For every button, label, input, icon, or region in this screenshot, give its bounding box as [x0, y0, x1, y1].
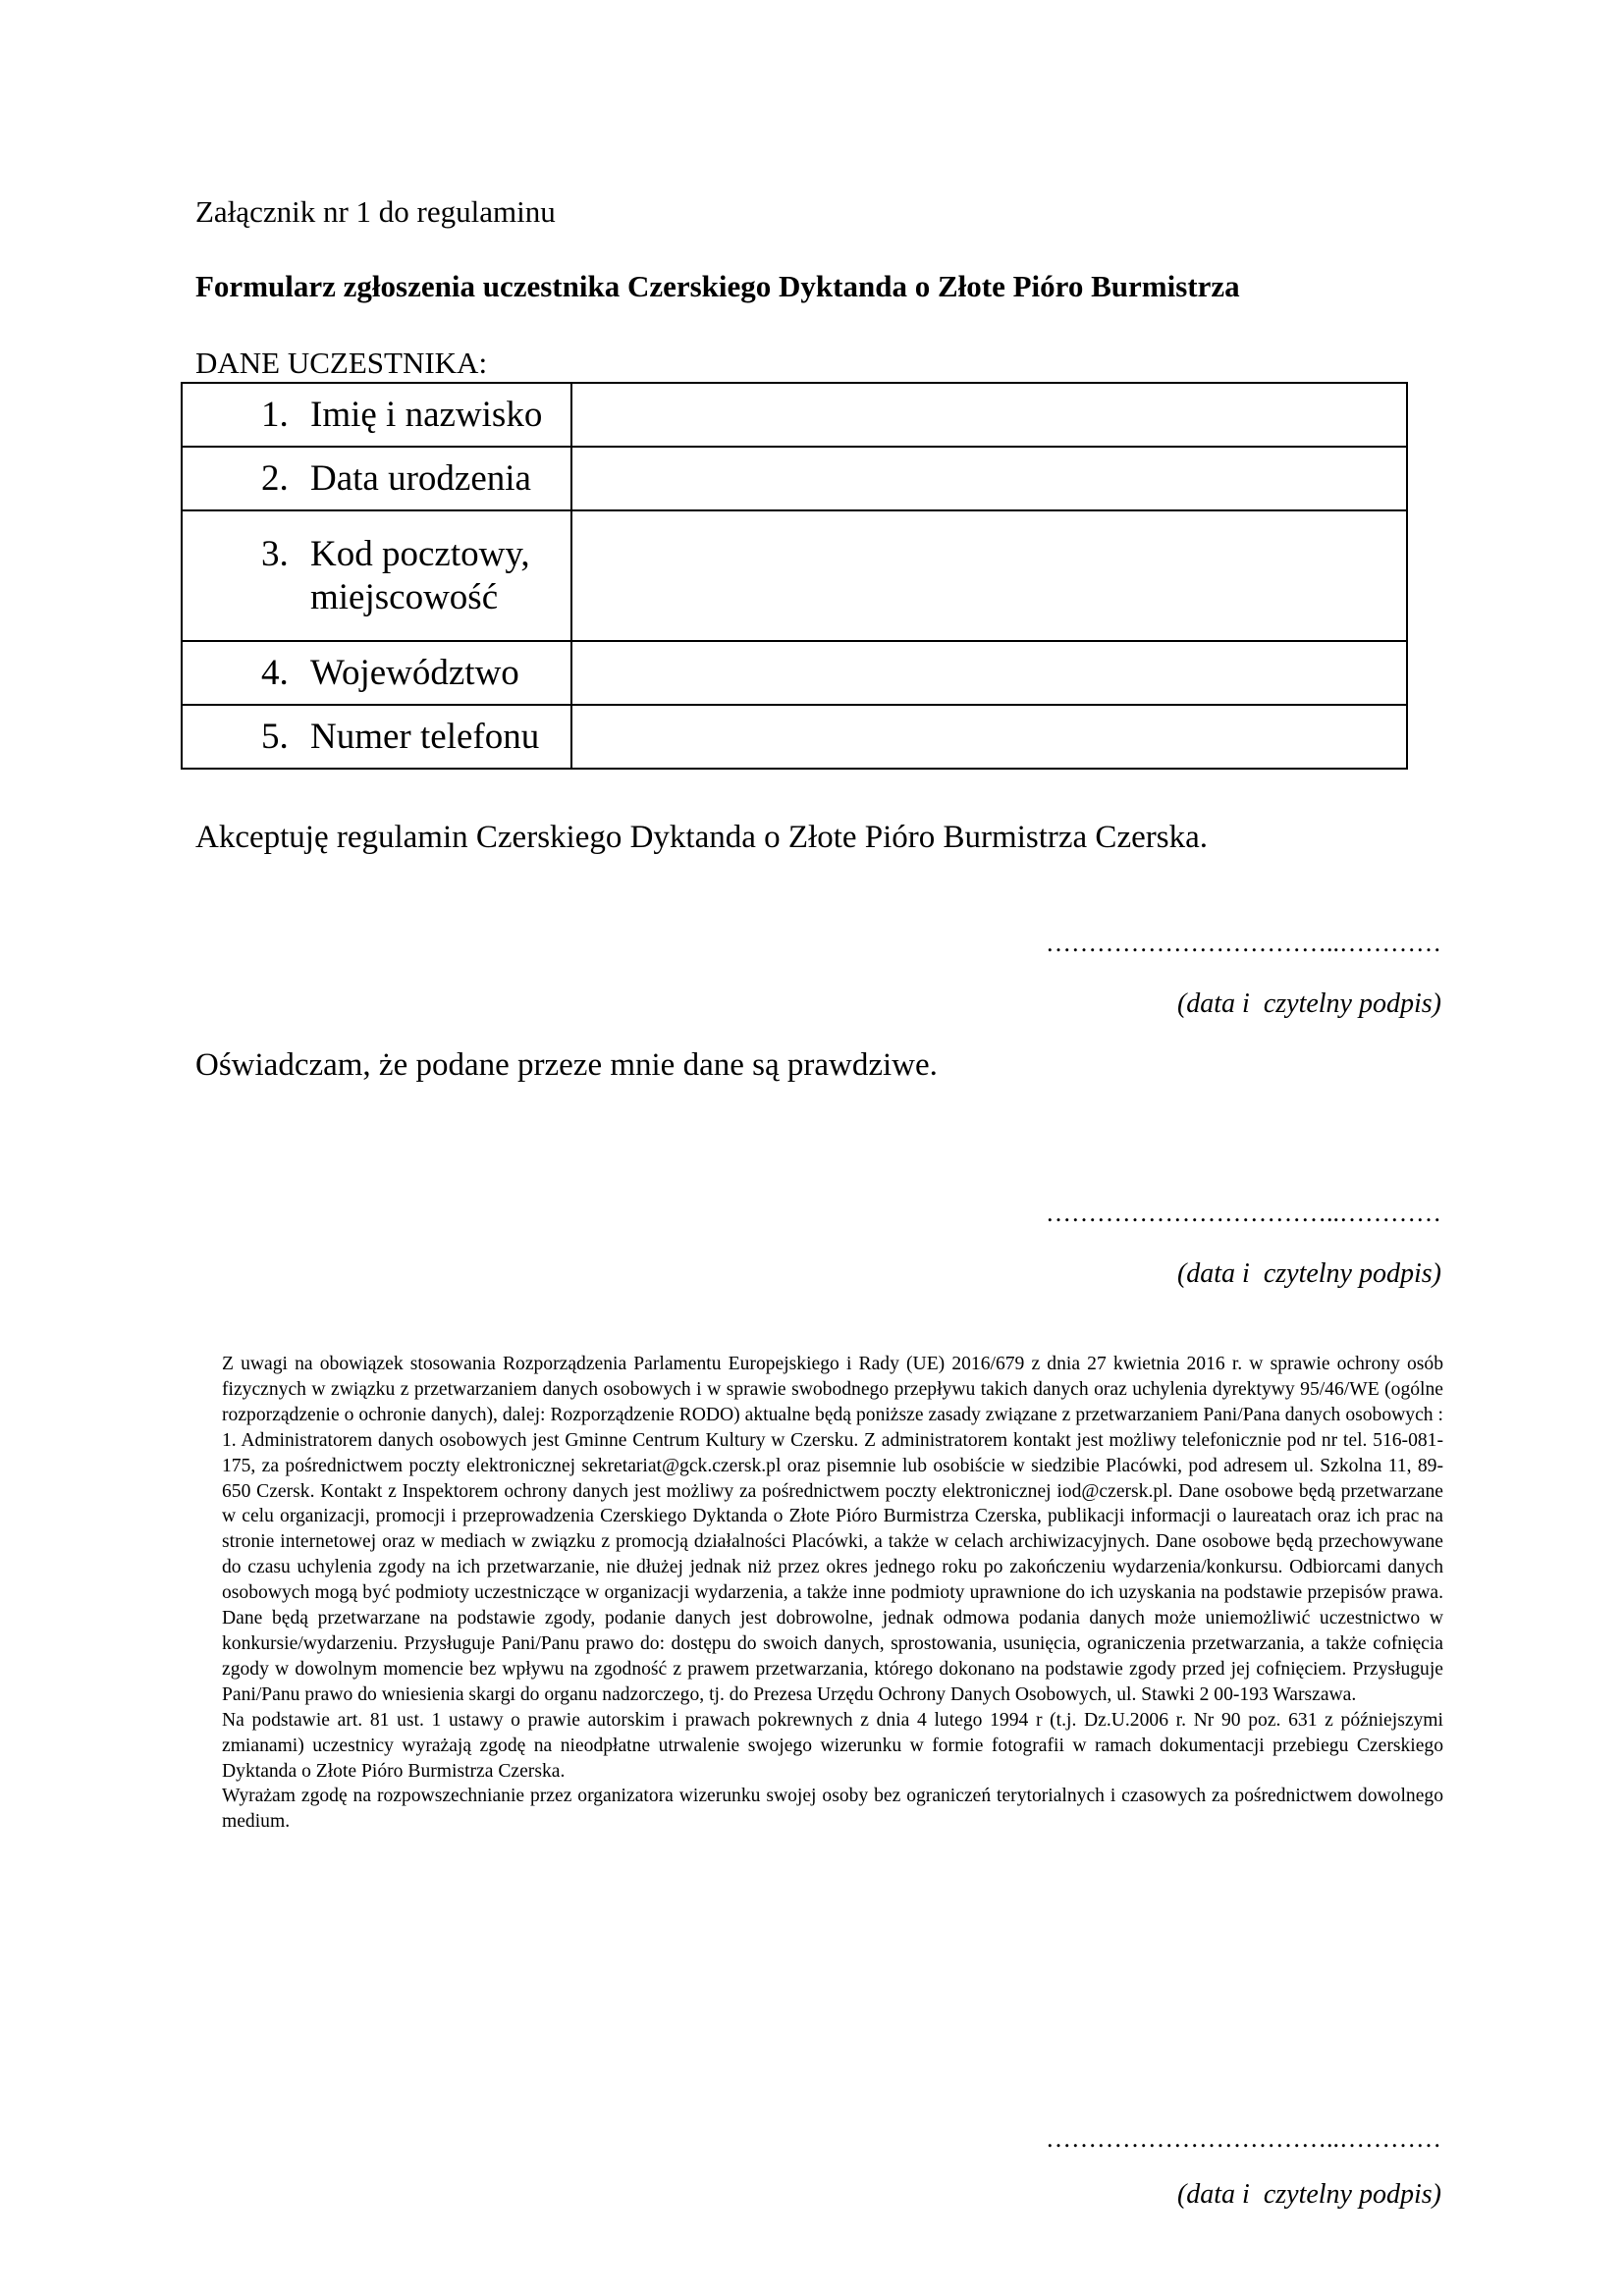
signature-line[interactable]: ……………………………..………… — [1046, 1199, 1441, 1227]
table-row — [182, 447, 1407, 510]
form-title: Formularz zgłoszenia uczestnika Czerskiego Dyktanda o Złote Pióro Burmistrza — [195, 269, 1240, 303]
label-cell — [182, 447, 571, 510]
value-cell[interactable] — [571, 705, 1407, 769]
signature-caption: (data i czytelny podpis) — [1176, 988, 1441, 1019]
participant-data-table — [181, 382, 1408, 770]
row-label: Imię i nazwisko — [310, 394, 543, 435]
label-cell — [182, 705, 571, 769]
phone-number-field[interactable] — [572, 722, 1406, 756]
data-true-statement: Oświadczam, że podane przeze mnie dane są prawdziwe. — [195, 1047, 938, 1083]
row-number: 1. — [261, 394, 289, 435]
gdpr-paragraph: Z uwagi na obowiązek stosowania Rozporządzenia Parlamentu Europejskiego i Rady (UE) 2016/679 z dnia 27 kwietnia 2016 r. w sprawie ochrony osób fizycznych w związku z przetwarzaniem danych osobowych i w sprawie swobodnego przepływu takich danych oraz uchylenia dyrektywy 95/46/WE (ogólne rozporządzenie o ochronie danych), dalej: Rozporządzenie RODO) aktualne będą poniższe zasady związane z przetwarzaniem Pani/Pana danych osobowych : 1. Administratorem danych osobowych jest Gminne Centrum Kultury w Czersku. Z administratorem kontakt jest możliwy telefonicznie pod nr tel. 516-081-175, za pośrednictwem poczty elektronicznej sekretariat@gck.czersk.pl oraz pisemnie lub osobiście w siedzibie Placówki, pod adresem ul. Szkolna 11, 89-650 Czersk. Kontakt z Inspektorem ochrony danych jest możliwy za pośrednictwem poczty elektronicznej iod@czersk.pl. Dane osobowe będą przetwarzane w celu organizacji, promocji i przeprowadzenia Czerskiego Dyktanda o Złote Pióro Burmistrza Czerska, publikacji informacji o laureatach oraz ich prac na stronie internetowej oraz w mediach w związku z promocją działalności Placówki, a także w celach archiwizacyjnych. Dane osobowe będą przechowywane do czasu uchylenia zgody na ich przetwarzanie, nie dłużej jednak niż przez okres jednego roku po zakończeniu wydarzenia/konkursu. Odbiorcami danych osobowych mogą być podmioty uczestniczące w organizacji wydarzenia, a także inne podmioty uprawnione do ich uzyskania na podstawie przepisów prawa. Dane będą przetwarzane na podstawie zgody, podanie danych jest dobrowolne, jednak odmowa podania danych może uniemożliwić uczestnictwo w konkursie/wydarzeniu. Przysługuje Pani/Panu prawo do: dostępu do swoich danych, sprostowania, usunięcia, ograniczenia przetwarzania, a także cofnięcia zgody w dowolnym momencie bez wpływu na zgodność z prawem przetwarzania, którego dokonano na podstawie zgody przed jej cofnięciem. Przysługuje Pani/Panu prawo do wniesienia skargi do organu nadzorczego, tj. do Prezesa Urzędu Ochrony Danych Osobowych, ul. Stawki 2 00-193 Warszawa. — [222, 1354, 1443, 1705]
value-cell[interactable] — [571, 641, 1407, 705]
voivodeship-field[interactable] — [572, 659, 1406, 692]
value-cell[interactable] — [571, 510, 1407, 641]
full-name-field[interactable] — [572, 400, 1406, 434]
accept-rules-statement: Akceptuję regulamin Czerskiego Dyktanda o Złote Pióro Burmistrza Czerska. — [195, 820, 1208, 855]
gdpr-notice — [222, 1352, 1443, 1835]
label-cell — [182, 510, 571, 641]
postal-code-city-field[interactable] — [572, 561, 1406, 595]
annex-label: Załącznik nr 1 do regulaminu — [195, 194, 556, 229]
row-label: Województwo — [310, 652, 519, 693]
table-row — [182, 510, 1407, 641]
image-consent-paragraph: Wyrażam zgodę na rozpowszechnianie przez organizatora wizerunku swojej osoby bez ograniczeń terytorialnych i czasowych za pośrednictwem dowolnego medium. — [222, 1786, 1443, 1833]
row-number: 4. — [261, 652, 289, 693]
section-title: DANE UCZESTNIKA: — [195, 346, 488, 380]
signature-line[interactable]: ……………………………..………… — [1046, 2124, 1441, 2153]
row-label: Kod pocztowy, miejscowość — [310, 533, 530, 617]
label-cell — [182, 641, 571, 705]
signature-caption: (data i czytelny podpis) — [1176, 2179, 1441, 2210]
row-number: 2. — [261, 457, 289, 499]
row-label: Numer telefonu — [310, 716, 540, 757]
signature-caption: (data i czytelny podpis) — [1176, 1258, 1441, 1289]
row-number: 3. — [261, 533, 289, 574]
table-row — [182, 641, 1407, 705]
signature-line[interactable]: ……………………………..………… — [1046, 929, 1441, 957]
row-label: Data urodzenia — [310, 457, 531, 499]
label-cell — [182, 383, 571, 447]
table-row — [182, 383, 1407, 447]
image-rights-paragraph: Na podstawie art. 81 ust. 1 ustawy o prawie autorskim i prawach pokrewnych z dnia 4 lutego 1994 r (t.j. Dz.U.2006 r. Nr 90 poz. 631 z późniejszymi zmianami) uczestnicy wyrażają zgodę na nieodpłatne utrwalenie swojego wizerunku w formie fotografii w ramach dokumentacji przebiegu Czerskiego Dyktanda o Złote Pióro Burmistrza Czerska. — [222, 1709, 1443, 1782]
value-cell[interactable] — [571, 447, 1407, 510]
row-number: 5. — [261, 716, 289, 757]
birth-date-field[interactable] — [572, 464, 1406, 498]
table-row — [182, 705, 1407, 769]
value-cell[interactable] — [571, 383, 1407, 447]
